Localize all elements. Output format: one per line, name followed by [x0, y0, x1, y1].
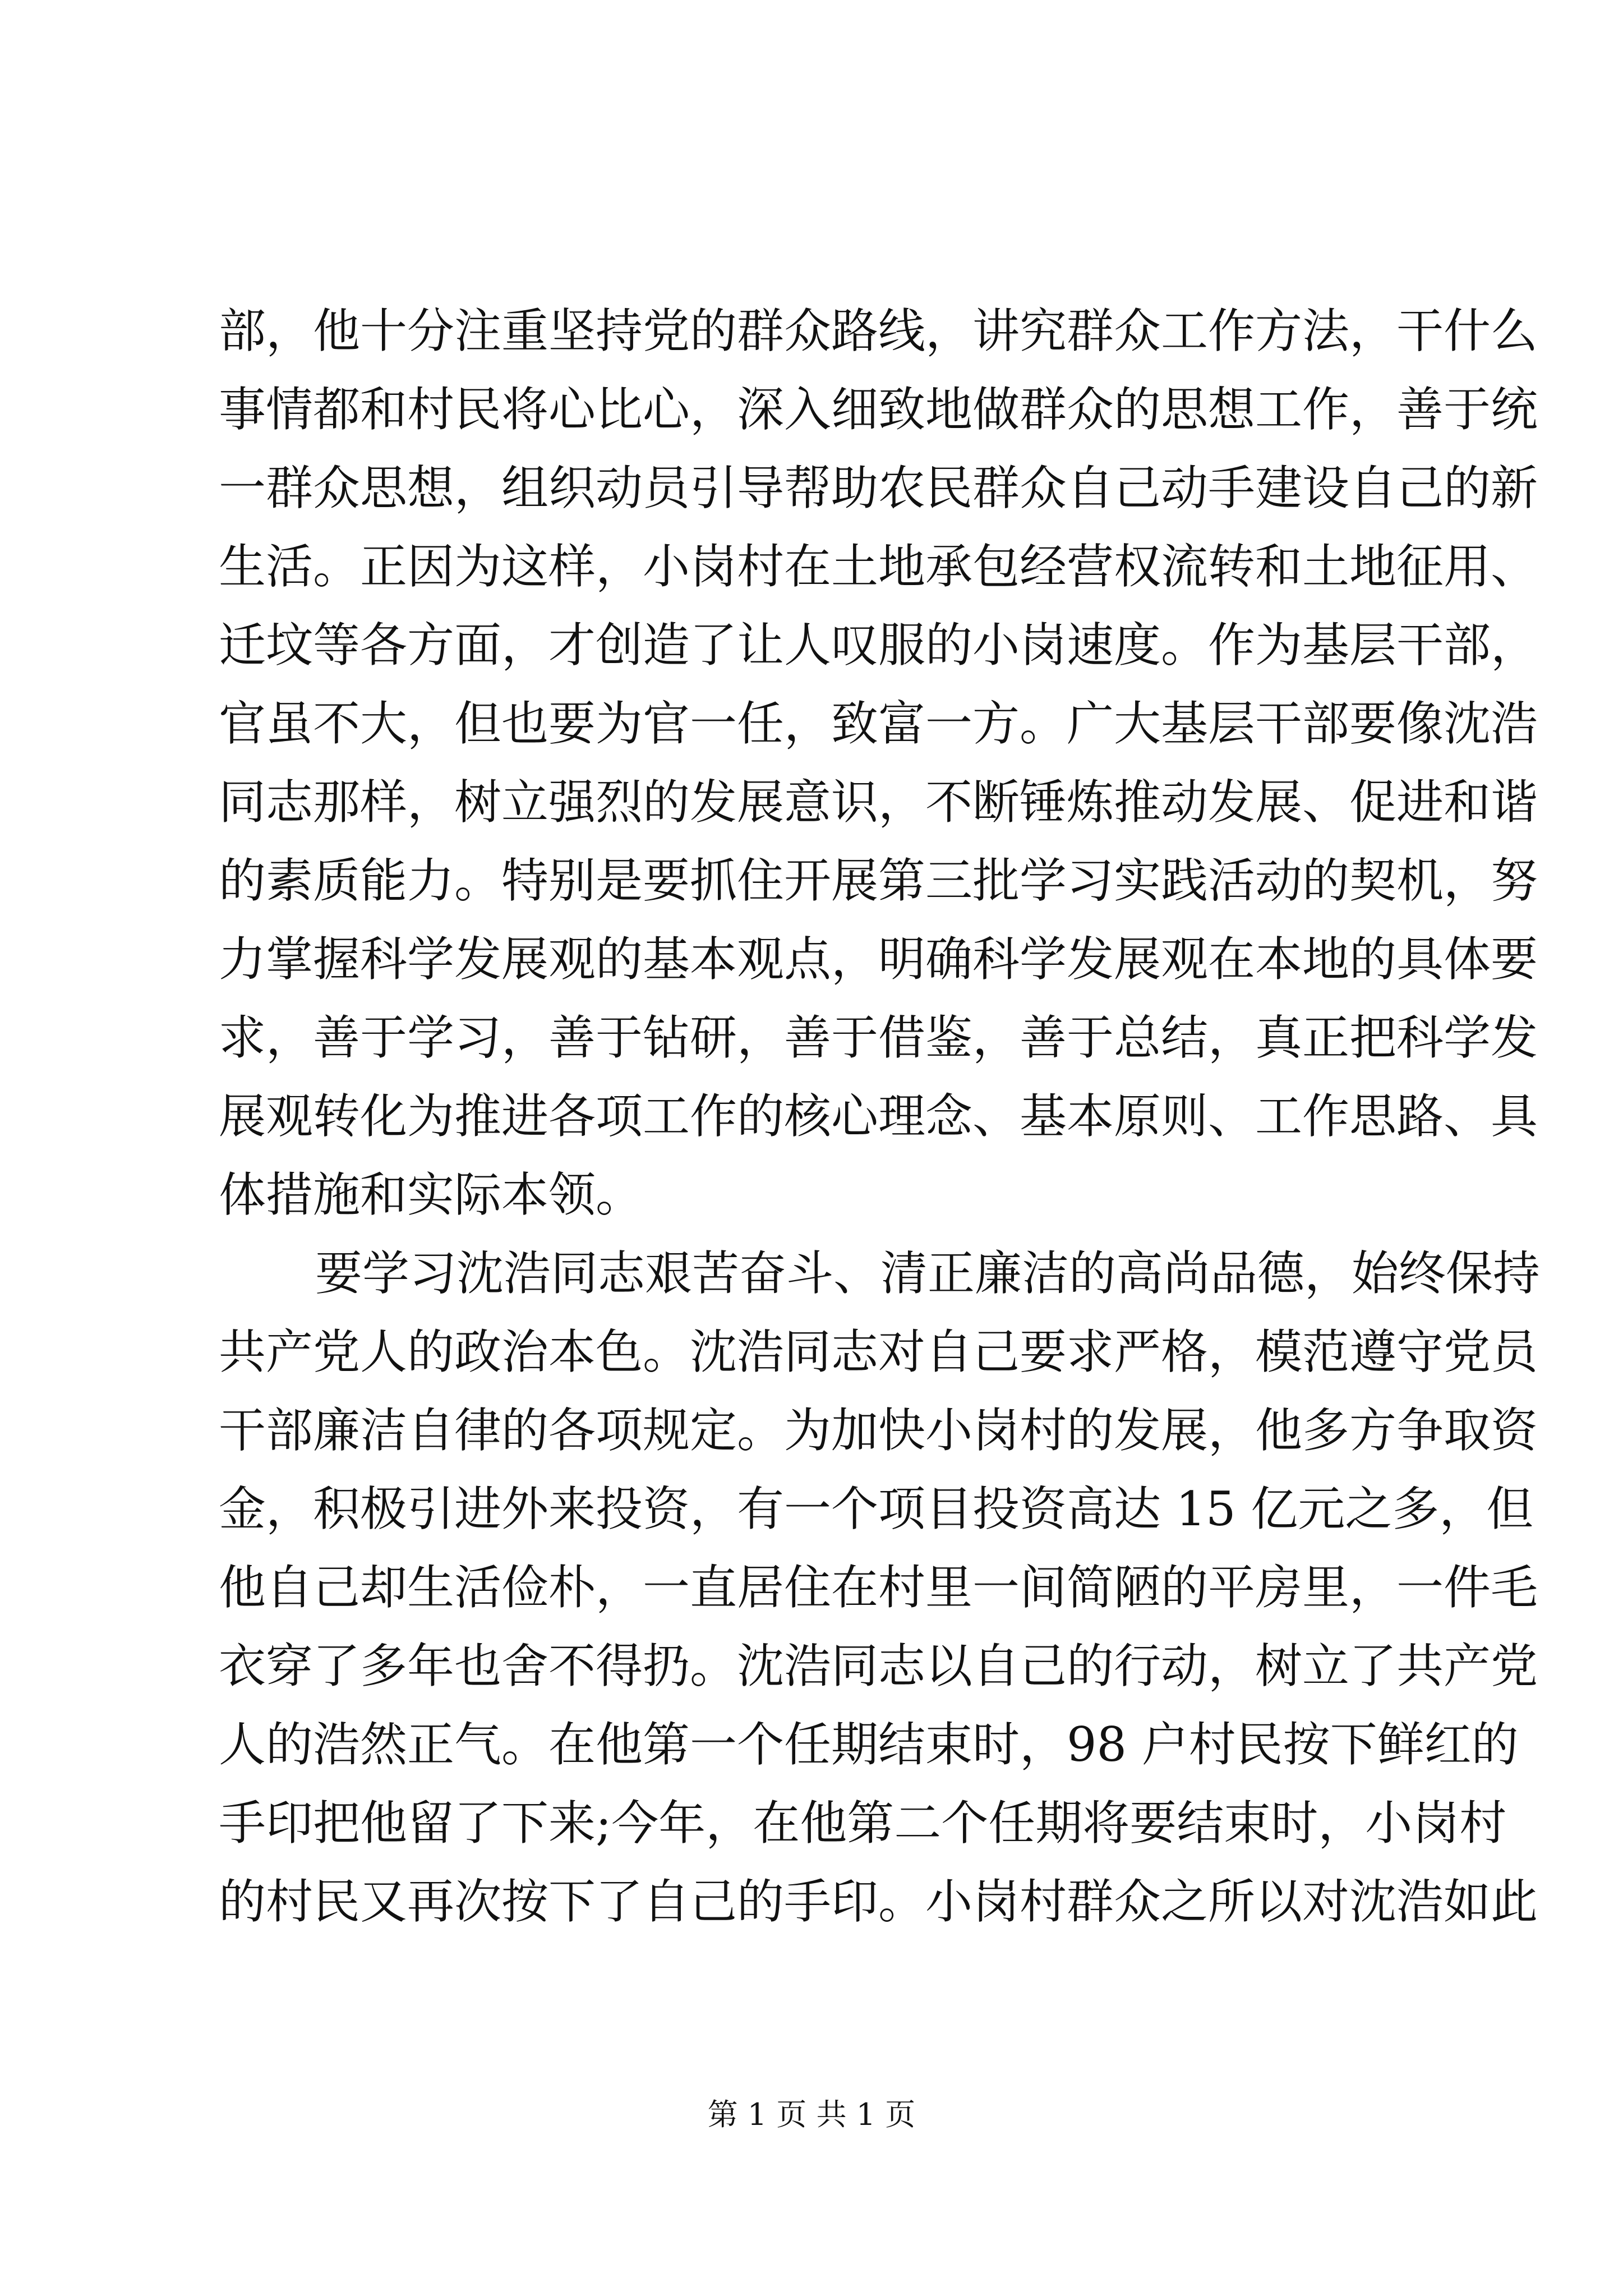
text-line: 人的浩然正气。在他第一个任期结束时，98 户村民按下鲜红的	[219, 1717, 1519, 1772]
text-line: 展观转化为推进各项工作的核心理念、基本原则、工作思路、具	[219, 1089, 1538, 1144]
text-line: 的素质能力。特别是要抓住开展第三批学习实践活动的契机，努	[219, 853, 1538, 908]
text-line: 求，善于学习，善于钻研，善于借鉴，善于总结，真正把科学发	[219, 1010, 1538, 1065]
text-line: 手印把他留了下来;今年，在他第二个任期将要结束时，小岗村	[219, 1796, 1507, 1851]
text-line: 力掌握科学发展观的基本观点，明确科学发展观在本地的具体要	[219, 932, 1538, 987]
text-line: 部，他十分注重坚持党的群众路线，讲究群众工作方法，干什么	[219, 303, 1538, 358]
text-line: 官虽不大，但也要为官一任，致富一方。广大基层干部要像沈浩	[219, 696, 1538, 751]
text-line: 的村民又再次按下了自己的手印。小岗村群众之所以对沈浩如此	[219, 1874, 1538, 1929]
page-number-label: 第 1 页 共 1 页	[707, 2097, 916, 2132]
text-line: 金，积极引进外来投资，有一个项目投资高达 15 亿元之多，但	[219, 1481, 1534, 1536]
text-line: 生活。正因为这样，小岗村在土地承包经营权流转和土地征用、	[219, 539, 1538, 594]
text-line: 迁坟等各方面，才创造了让人叹服的小岗速度。作为基层干部，	[219, 618, 1538, 673]
body-text	[219, 292, 1541, 1941]
text-line: 一群众思想，组织动员引导帮助农民群众自己动手建设自己的新	[219, 461, 1538, 516]
text-line-paragraph-end: 体措施和实际本领。	[219, 1167, 643, 1222]
text-line: 事情都和村民将心比心，深入细致地做群众的思想工作，善于统	[219, 382, 1538, 437]
page-footer	[0, 2095, 1623, 2134]
text-line: 他自己却生活俭朴，一直居住在村里一间简陋的平房里，一件毛	[219, 1560, 1538, 1615]
text-line: 干部廉洁自律的各项规定。为加快小岗村的发展，他多方争取资	[219, 1403, 1538, 1458]
text-line: 共产党人的政治本色。沈浩同志对自己要求严格，模范遵守党员	[219, 1324, 1538, 1379]
text-line: 同志那样，树立强烈的发展意识，不断锤炼推动发展、促进和谐	[219, 775, 1538, 830]
text-line-paragraph-start: 要学习沈浩同志艰苦奋斗、清正廉洁的高尚品德，始终保持	[315, 1246, 1541, 1301]
text-line: 衣穿了多年也舍不得扔。沈浩同志以自己的行动，树立了共产党	[219, 1639, 1538, 1694]
